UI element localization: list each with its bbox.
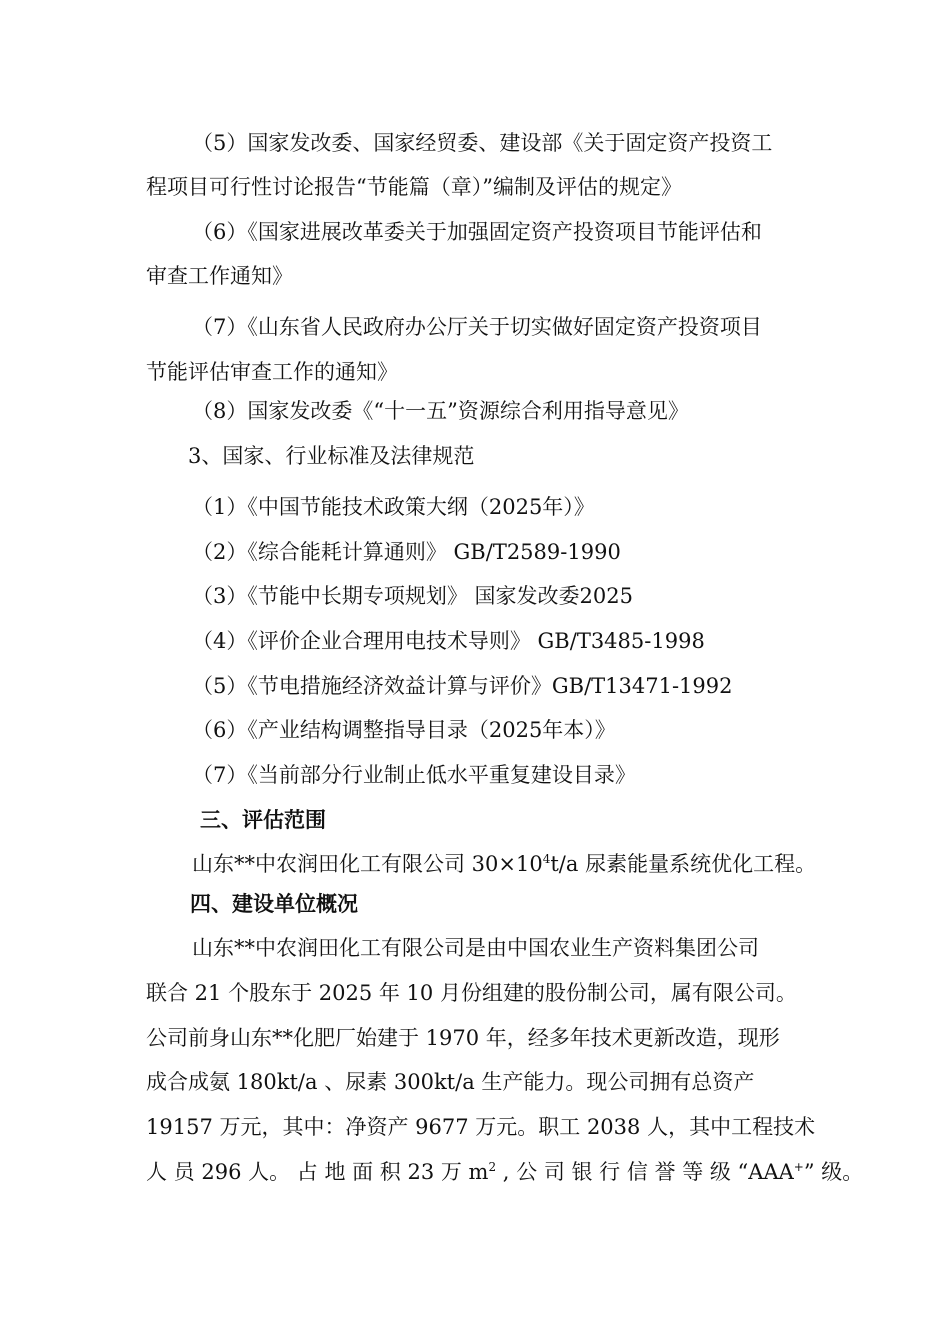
standard-3: （3）《节能中长期专项规划》 国家发改委2025	[192, 584, 633, 608]
section-4-line-6	[146, 1150, 863, 1194]
regulation-5-line-1: （5）国家发改委、国家经贸委、建设部《关于固定资产投资工	[192, 131, 773, 155]
section-3-text-after: t/a 尿素能量系统优化工程。	[550, 852, 817, 876]
standard-2: （2）《综合能耗计算通则》 GB/T2589-1990	[192, 540, 621, 564]
standard-1: （1）《中国节能技术政策大纲（2025年）》	[192, 495, 595, 519]
regulation-7-line-2: 节能评估审查工作的通知》	[146, 360, 398, 384]
section-3-text-before: 山东**中农润田化工有限公司 30×10	[192, 852, 543, 876]
section-3-text	[192, 842, 816, 886]
regulation-6-line-1: （6）《国家进展改革委关于加强固定资产投资项目节能评估和	[192, 220, 762, 244]
section-4-line-6-after: ” 级。	[803, 1160, 864, 1184]
section-4-line-3: 公司前身山东**化肥厂始建于 1970 年，经多年技术更新改造，现形	[146, 1026, 780, 1050]
standard-4: （4）《评价企业合理用电技术导则》 GB/T3485-1998	[192, 629, 705, 653]
standards-heading: 3、国家、行业标准及法律规范	[188, 444, 475, 468]
section-4-title: 四、建设单位概况	[190, 891, 358, 916]
section-4-line-4: 成合成氨 180kt/a 、尿素 300kt/a 生产能力。现公司拥有总资产	[146, 1070, 755, 1094]
regulation-5-line-2: 程项目可行性讨论报告“节能篇（章）”编制及评估的规定》	[146, 175, 682, 199]
section-3-title: 三、评估范围	[200, 807, 326, 832]
section-4-line-6-mid: , 公 司 银 行 信 誉 等 级 “AAA	[496, 1160, 794, 1184]
section-4-line-1: 山东**中农润田化工有限公司是由中国农业生产资料集团公司	[192, 936, 759, 960]
standard-7: （7）《当前部分行业制止低水平重复建设目录》	[192, 763, 636, 787]
standard-5: （5）《节电措施经济效益计算与评价》GB/T13471-1992	[192, 674, 733, 698]
section-3-exponent: 4	[542, 852, 551, 866]
section-4-line-5: 19157 万元，其中：净资产 9677 万元。职工 2038 人，其中工程技术	[146, 1115, 816, 1139]
regulation-7-line-1: （7）《山东省人民政府办公厅关于切实做好固定资产投资项目	[192, 315, 762, 339]
standard-6: （6）《产业结构调整指导目录（2025年本）》	[192, 718, 616, 742]
regulation-6-line-2: 审查工作通知》	[146, 264, 293, 288]
credit-grade-plus: +	[793, 1160, 804, 1174]
area-unit-exponent: 2	[488, 1160, 497, 1174]
section-4-line-6-before: 人 员 296 人。 占 地 面 积 23 万 m	[146, 1160, 489, 1184]
regulation-8: （8）国家发改委《“十一五”资源综合利用指导意见》	[192, 399, 689, 423]
section-4-line-2: 联合 21 个股东于 2025 年 10 月份组建的股份制公司，属有限公司。	[146, 981, 797, 1005]
